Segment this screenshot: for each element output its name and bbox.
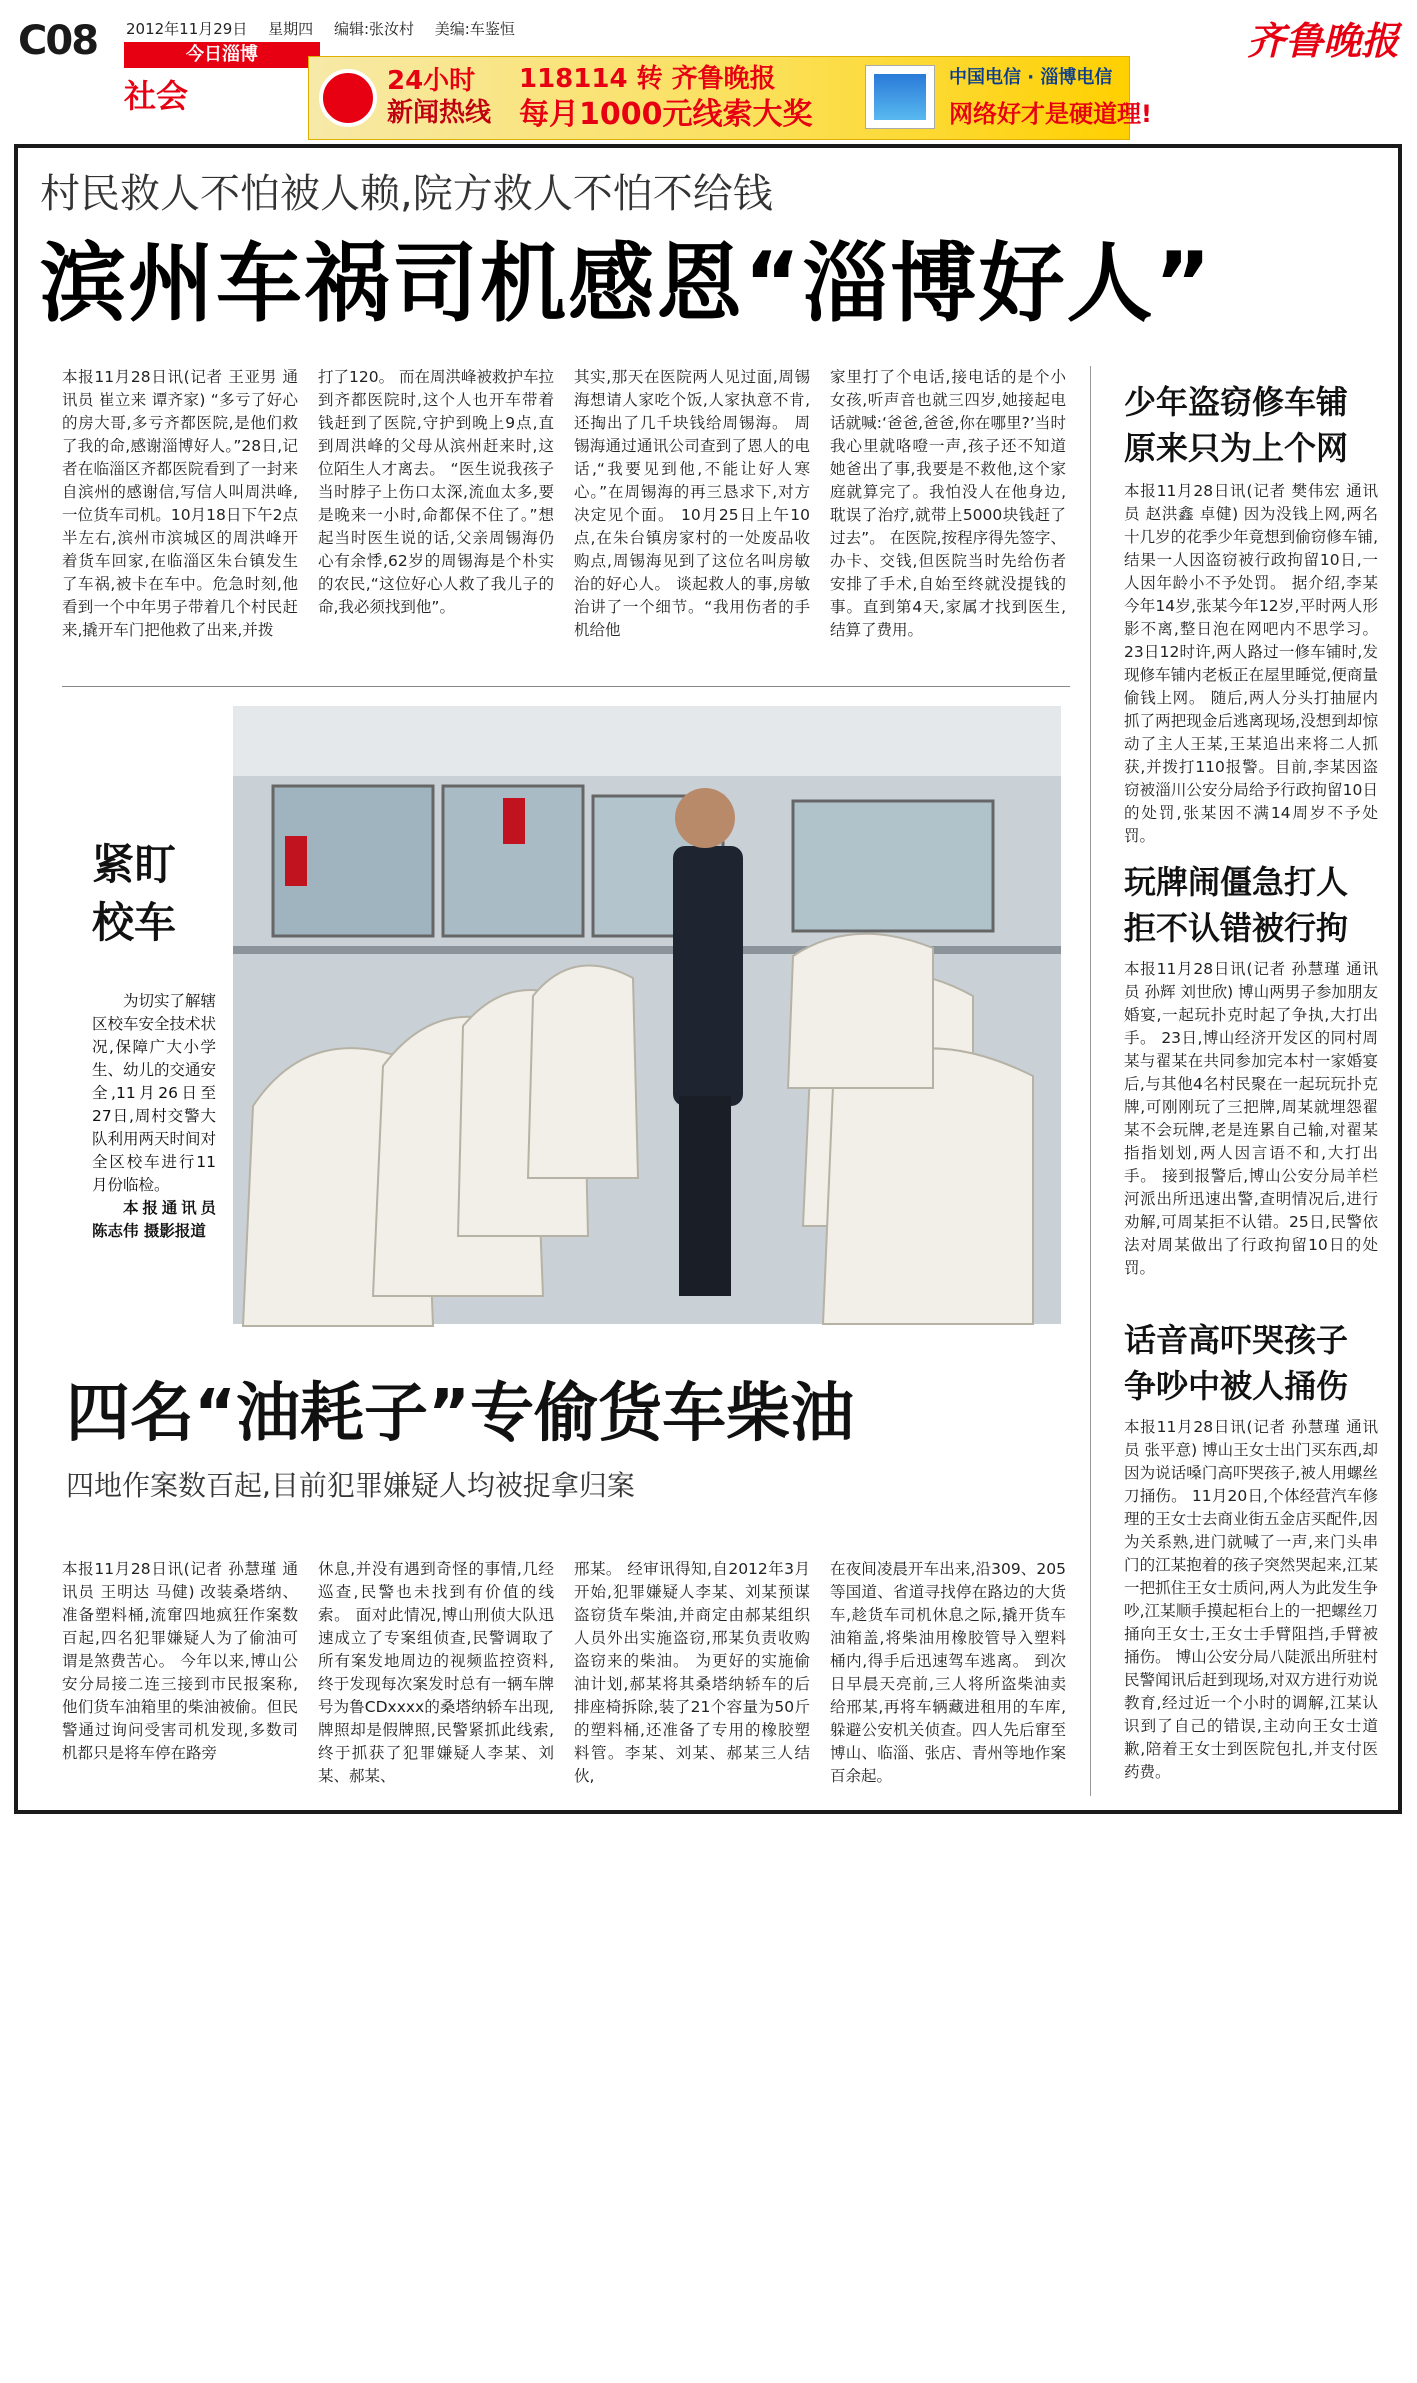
photo-caption-title: 紧盯校车 xyxy=(92,840,177,947)
issue-date: 2012年11月29日 xyxy=(126,20,248,38)
story2-headline: 四名“油耗子”专偷货车柴油 xyxy=(66,1377,855,1451)
section-tag: 今日淄博 xyxy=(124,42,320,68)
sidebar1-body: 本报11月28日讯(记者 樊伟宏 通讯员 赵洪鑫 卓健) 因为没钱上网,两名十几岁的花季少年竟想到偷窃修车铺,结果一人因盗窃被行政拘留10日,一人因年龄小不予处罚。 据介绍,李某今年14岁,张某今年12岁,平时两人形影不离,整日泡在网吧内不思学习。23日12时许,两人路过一修车铺时,发现修车铺内老板正在屋里睡觉,便商量偷钱上网。 随后,两人分头打抽屉内抓了两把现金后逃离现场,没想到却惊动了主人王某,王某追出来将二人抓获,并拨打110报警。目前,李某因盗窃被淄川公安分局给予行政拘留10日的处罚,张某因不满14周岁不予处罚。 xyxy=(1124,482,1378,845)
sidebar2-title-line2: 拒不认错被行拘 xyxy=(1124,909,1349,947)
story2-column-2: 休息,并没有遇到奇怪的事情,几经巡查,民警也未找到有价值的线索。 面对此情况,博山刑侦大队迅速成立了专案组侦查,民警调取了所有案发地周边的视频监控资料,终于发现每次案发时总有一辆车牌号为鲁CDxxxx的桑塔纳轿车出现,牌照却是假牌照,民警紧抓此线索,终于抓获了犯罪嫌疑人李某、刘某、郝某、 xyxy=(318,1560,554,1785)
story2-column-1: 本报11月28日讯(记者 孙慧瑾 通讯员 王明达 马健) 改装桑塔纳、准备塑料桶,流窜四地疯狂作案数百起,四名犯罪嫌疑人为了偷油可谓是煞费苦心。 今年以来,博山公安分局接二连三接到市民报案称,他们货车油箱里的柴油被偷。但民警通过询问受害司机发现,多数司机都只是将车停在路旁 xyxy=(62,1560,298,1762)
phone-card-icon xyxy=(865,65,935,129)
lead-subtitle: 村民救人不怕被人赖,院方救人不怕不给钱 xyxy=(40,171,773,217)
ad-hotline-hours: 24小时 xyxy=(387,66,476,96)
ad-telecom: 中国电信 · 淄博电信 xyxy=(949,67,1113,88)
page-number: C08 xyxy=(18,18,98,64)
photo-caption-body: 为切实了解辖区校车安全技术状况,保障广大小学生、幼儿的交通安全,11月26日至27日,周村交警大队利用两天时间对全区校车进行11月份临检。 xyxy=(92,992,217,1194)
lead-column-3: 其实,那天在医院两人见过面,周锡海想请人家吃个饭,人家执意不肯,还掏出了几千块钱给周锡海。 周锡海通过通讯公司查到了恩人的电话,“我要见到他,不能让好人寒心。”在周锡海的再三恳求下,对方决定见个面。 10月25日上午10点,在朱台镇房家村的一处废品收购点,周锡海见到了这位名叫房敏治的好心人。 谈起救人的事,房敏治讲了一个细节。“我用伤者的手机给他 xyxy=(574,368,810,639)
issue-weekday: 星期四 xyxy=(268,20,314,38)
ad-prize: 每月1000元线索大奖 xyxy=(519,97,813,132)
ad-phone: 118114 转 齐鲁晚报 xyxy=(519,64,776,94)
photo-caption xyxy=(92,990,216,1243)
sidebar2-title-line1: 玩牌闹僵急打人 xyxy=(1124,863,1349,901)
ad-slogan: 网络好才是硬道理! xyxy=(949,100,1152,128)
sidebar1-title-line1: 少年盗窃修车铺 xyxy=(1124,383,1349,421)
story2-subtitle: 四地作案数百起,目前犯罪嫌疑人均被捉拿归案 xyxy=(66,1469,635,1502)
sidebar1-title-line2: 原来只为上个网 xyxy=(1124,429,1349,467)
lead-column-2: 打了120。 而在周洪峰被救护车拉到齐都医院时,这个人也开车带着钱赶到了医院,守护到晚上9点,直到周洪峰的父母从滨州赶来时,这位陌生人才离去。 “医生说我孩子当时脖子上伤口太深,流血太多,要是晚来一小时,命都保不住了。”想起当时医生说的话,父亲周锡海仍心有余悸,62岁的周锡海是个朴实的农民,“这位好心人救了我儿子的命,我必须找到他”。 xyxy=(318,368,555,616)
story2-column-4: 在夜间凌晨开车出来,沿309、205等国道、省道寻找停在路边的大货车,趁货车司机休息之际,撬开货车油箱盖,将柴油用橡胶管导入塑料桶内,得手后迅速驾车逃离。 到次日早晨天亮前,三人将所盗柴油卖给邢某,再将车辆藏进租用的车库,躲避公安机关侦查。四人先后窜至博山、临淄、张店、青州等地作案百余起。 xyxy=(830,1560,1066,1785)
sidebar3-title-line1: 话音高吓哭孩子 xyxy=(1124,1321,1349,1359)
sidebar2-body: 本报11月28日讯(记者 孙慧瑾 通讯员 孙辉 刘世欣) 博山两男子参加朋友婚宴,一起玩扑克时起了争执,大打出手。 23日,博山经济开发区的同村周某与翟某在共同参加完本村一家婚宴后,与其他4名村民聚在一起玩玩扑克牌,可刚刚玩了三把牌,周某就埋怨翟某不会玩牌,老是连累自己输,对翟某指指划划,两人因言语不和,大打出手。 接到报警后,博山公安分局羊栏河派出所迅速出警,查明情况后,进行劝解,可周某拒不认错。25日,民警依法对周某做出了行政拘留10日的处罚。 xyxy=(1124,960,1378,1277)
ad-hotline-label: 新闻热线 xyxy=(387,98,492,128)
school-bus-photo xyxy=(233,706,1061,1324)
issue-meta xyxy=(126,18,531,39)
bus-interior-illustration xyxy=(233,706,1061,1324)
lead-headline: 滨州车祸司机感恩“淄博好人” xyxy=(40,234,1214,334)
lead-column-4: 家里打了个电话,接电话的是个小女孩,听声音也就三四岁,她接起电话就喊:‘爸爸,爸爸,你在哪里?’当时我心里就咯噔一声,孩子还不知道她爸出了事,我要是不救他,这个家庭就算完了。我怕没人在他身边,耽误了治疗,就带上5000块钱赶了过去”。 在医院,按程序得先签字、办卡、交钱,但医院当时先给伤者安排了手术,自始至终就没提钱的事。直到第4天,家属才找到医生,结算了费用。 xyxy=(830,368,1066,639)
lead-divider xyxy=(62,686,1070,687)
lead-column-1: 本报11月28日讯(记者 王亚男 通讯员 崔立来 谭齐家) “多亏了好心的房大哥,多亏齐都医院,是他们救了我的命,感谢淄博好人。”28日,记者在临淄区齐都医院看到了一封来自滨州的感谢信,写信人叫周洪峰,一位货车司机。10月18日下午2点半左右,滨州市滨城区的周洪峰开着货车回家,在临淄区朱台镇发生了车祸,被卡在车中。危急时刻,他看到一个中年男子带着几个村民赶来,撬开车门把他救了出来,并拨 xyxy=(62,368,298,639)
sidebar3-title-line2: 争吵中被人捅伤 xyxy=(1124,1367,1349,1405)
sidebar3-body: 本报11月28日讯(记者 孙慧瑾 通讯员 张平意) 博山王女士出门买东西,却因为说话嗓门高吓哭孩子,被人用螺丝刀捅伤。 11月20日,个体经营汽车修理的王女士去商业街五金店买配件,因为关系熟,进门就喊了一声,来门头串门的江某抱着的孩子突然哭起来,江某一把抓住王女士质问,两人为此发生争吵,江某顺手摸起柜台上的一把螺丝刀捅向王女士,王女士手臂阻挡,手臂被捅伤。 博山公安分局八陡派出所驻村民警闻讯后赶到现场,对双方进行劝说教育,经过近一个小时的调解,江某认识到了自己的错误,主动向王女士道歉,陪着王女士到医院包扎,并支付医药费。 xyxy=(1124,1418,1378,1781)
editor-credit: 编辑:张汝村 xyxy=(333,20,414,38)
story2-column-3: 邢某。 经审讯得知,自2012年3月开始,犯罪嫌疑人李某、刘某预谋盗窃货车柴油,并商定由郝某组织人员外出实施盗窃,邢某负责收购盗窃来的柴油。 为更好的实施偷油计划,郝某将其桑塔纳轿车的后排座椅拆除,装了21个容量为50斤的塑料桶,还准备了专用的橡胶塑料管。李某、刘某、郝某三人结伙, xyxy=(574,1560,810,1785)
alarm-clock-icon xyxy=(319,69,377,127)
hotline-ad-banner[interactable] xyxy=(308,56,1152,140)
sidebar-divider xyxy=(1090,366,1091,1796)
designer-credit: 美编:车鉴恒 xyxy=(434,20,515,38)
newspaper-masthead: 齐鲁晚报 xyxy=(1246,18,1399,63)
section-name: 社会 xyxy=(124,77,189,115)
photo-credit: 本报通讯员 陈志伟 摄影报道 xyxy=(92,1199,216,1240)
